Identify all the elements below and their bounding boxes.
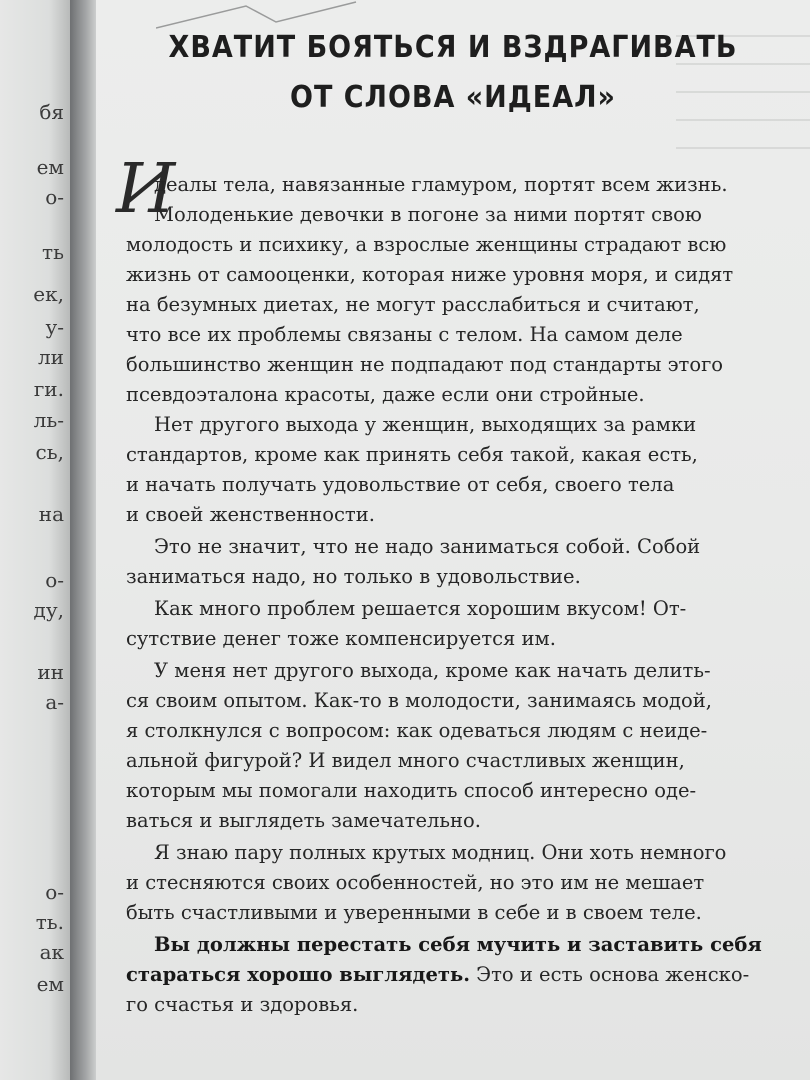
right-page — [96, 0, 810, 1080]
body-line: и начать получать удовольствие от себя, своего тела — [126, 473, 675, 496]
body-line: Как много проблем решается хорошим вкусом! От- — [154, 597, 687, 620]
left-page-fragment: сь, — [35, 440, 64, 464]
body-line: большинство женщин не подпадают под стандарты этого — [126, 353, 724, 376]
body-line: молодость и психику, а взрослые женщины страдают всю — [126, 233, 727, 256]
left-page-fragment: ак — [39, 940, 64, 964]
book-gutter — [70, 0, 98, 1080]
body-line-mixed — [126, 960, 749, 990]
left-page-fragment: ем — [36, 972, 64, 996]
left-page-fragment: ги. — [33, 377, 64, 401]
emphasis-text: стараться хорошо выглядеть. — [126, 963, 470, 986]
left-page-fragment: ль- — [33, 408, 64, 432]
body-line: жизнь от самооценки, которая ниже уровня моря, и сидят — [126, 263, 734, 286]
body-line: псевдоэталона красоты, даже если они стройные. — [126, 383, 645, 406]
article-title-line-2: ОТ СЛОВА «ИДЕАЛ» — [290, 80, 616, 115]
left-page-fragment: ин — [37, 660, 64, 684]
left-page-fragment: ду, — [33, 598, 64, 622]
body-line-bold: Вы должны перестать себя мучить и заставить себя — [154, 933, 762, 956]
body-line: быть счастливыми и уверенными в себе и в своем теле. — [126, 901, 702, 924]
body-line: У меня нет другого выхода, кроме как начать делить- — [154, 659, 711, 682]
body-line: ся своим опытом. Как-то в молодости, занимаясь модой, — [126, 689, 712, 712]
left-page-fragment: ли — [37, 345, 64, 369]
body-line: что все их проблемы связаны с телом. На самом деле — [126, 323, 683, 346]
body-text: Это и есть основа женско- — [469, 963, 750, 986]
body-line: и своей женственности. — [126, 503, 375, 526]
body-line: ваться и выглядеть замечательно. — [126, 809, 481, 832]
body-line: на безумных диетах, не могут расслабиться и считают, — [126, 293, 700, 316]
body-line: сутствие денег тоже компенсируется им. — [126, 627, 556, 650]
body-line: заниматься надо, но только в удовольствие. — [126, 565, 581, 588]
left-page-fragment: на — [38, 502, 64, 526]
left-page-fragment: ть. — [35, 910, 64, 934]
body-line: го счастья и здоровья. — [126, 993, 359, 1016]
left-page-fragment: ем — [36, 155, 64, 179]
body-line: Это не значит, что не надо заниматься собой. Собой — [154, 535, 701, 558]
body-line: Нет другого выхода у женщин, выходящих за рамки — [154, 413, 697, 436]
left-page-fragment: о- — [45, 568, 64, 592]
body-line: альной фигурой? И видел много счастливых женщин, — [126, 749, 685, 772]
left-page-fragment: бя — [39, 100, 64, 124]
left-page-fragment: ть — [42, 240, 64, 264]
body-line: деалы тела, навязанные гламуром, портят всем жизнь. — [154, 173, 728, 196]
drop-cap: И — [116, 150, 176, 229]
left-page-fragment: у- — [45, 315, 64, 339]
body-line: стандартов, кроме как принять себя такой, какая есть, — [126, 443, 698, 466]
body-line: Молоденькие девочки в погоне за ними портят свою — [154, 203, 702, 226]
left-page-fragment: а- — [45, 690, 64, 714]
left-page — [0, 0, 70, 1080]
body-line: и стесняются своих особенностей, но это им не мешает — [126, 871, 705, 894]
body-line: которым мы помогали находить способ интересно оде- — [126, 779, 697, 802]
article-title-line-1: ХВАТИТ БОЯТЬСЯ И ВЗДРАГИВАТЬ — [168, 30, 738, 65]
left-page-fragment: о- — [45, 880, 64, 904]
body-line: я столкнулся с вопросом: как одеваться людям с неиде- — [126, 719, 708, 742]
body-line: Я знаю пару полных крутых модниц. Они хоть немного — [154, 841, 727, 864]
left-page-fragment: ек, — [33, 282, 64, 306]
left-page-fragment: о- — [45, 185, 64, 209]
